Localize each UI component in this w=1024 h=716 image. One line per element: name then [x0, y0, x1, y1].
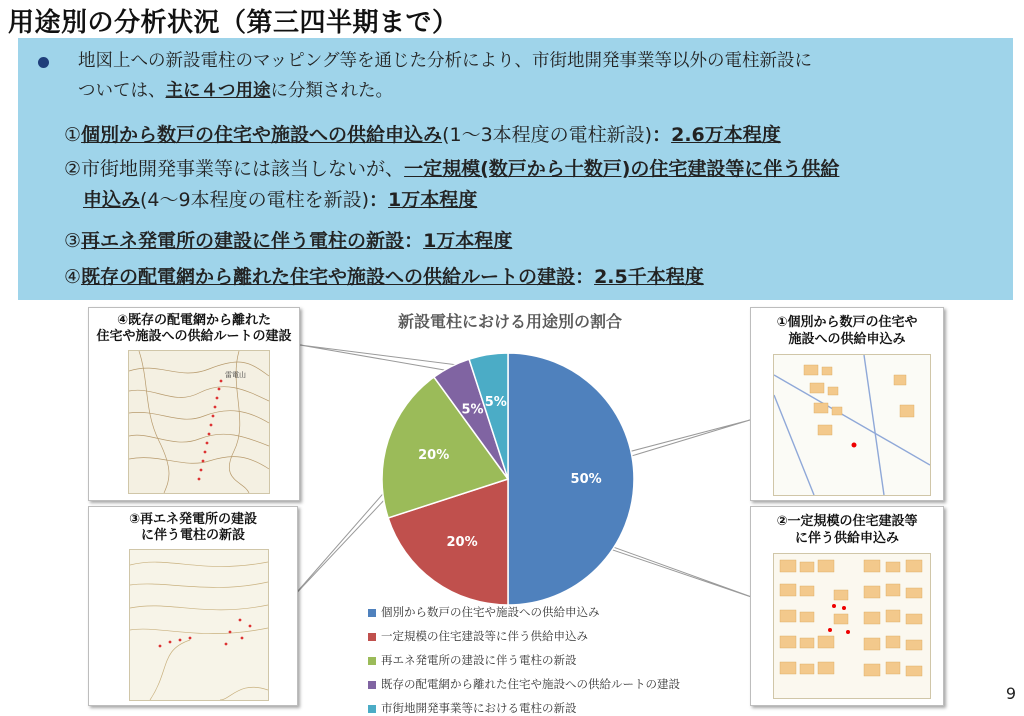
legend-swatch-2: [368, 633, 376, 641]
item4-value: 2.5千本程度: [594, 266, 704, 288]
map-label-raiden: 雷電山: [225, 371, 246, 379]
chart-title: 新設電柱における用途別の割合: [397, 312, 623, 331]
item1-value: 2.6万本程度: [671, 124, 781, 146]
intro-line-1: 地図上への新設電柱のマッピング等を通じた分析により、市街地開発事業等以外の電柱新設に: [78, 51, 812, 71]
panel-4-title-2: 住宅や施設への供給ルートの建設: [96, 329, 292, 344]
street-map-2: [773, 553, 931, 699]
legend-item-3: [368, 652, 577, 668]
panel-3-renewable: [88, 506, 298, 706]
legend-item-1: [368, 604, 600, 620]
legend-item-2: [368, 628, 588, 644]
panel-2-title-2: に伴う供給申込み: [794, 531, 899, 546]
panel-2-title-1: ②一定規模の住宅建設等: [776, 514, 918, 529]
use-item-2: ②市街地開発事業等には該当しないが、一定規模(数戸から十数戸)の住宅建設等に伴う供給 申込み(4～9本程度の電柱を新設)：1万本程度: [64, 158, 840, 211]
legend-item-4: [368, 676, 680, 692]
panel-2-housing-development: [750, 506, 944, 706]
topographic-map-3: [129, 549, 269, 701]
item2-value: 1万本程度: [388, 189, 478, 211]
use-item-1: ①個別から数戸の住宅や施設への供給申込み(1～3本程度の電柱新設)：2.6万本程度: [64, 124, 781, 146]
pie-label-3: 20%: [418, 447, 450, 463]
legend-text-2: 一定規模の住宅建設等に伴う供給申込み: [381, 629, 588, 643]
intro-line-2: ついては、主に４つ用途に分類された。: [78, 81, 393, 101]
use-item-3: ③再エネ発電所の建設に伴う電柱の新設：1万本程度: [64, 230, 513, 252]
use-item-4: ④既存の配電網から離れた住宅や施設への供給ルートの建設：2.5千本程度: [64, 266, 704, 288]
panel-4-route-construction: [88, 307, 300, 501]
four-uses-emphasis: 主に４つ用途: [165, 81, 271, 101]
legend-text-1: 個別から数戸の住宅や施設への供給申込み: [381, 605, 600, 619]
legend-swatch-3: [368, 657, 376, 665]
panel-3-title-2: に伴う電柱の新設: [140, 528, 245, 543]
item3-value: 1万本程度: [423, 230, 513, 252]
legend-text-4: 既存の配電網から離れた住宅や施設への供給ルートの建設: [381, 677, 680, 691]
pie-label-1: 50%: [570, 472, 602, 487]
topographic-map-4: [128, 350, 270, 494]
pie-label-4: 5%: [461, 402, 484, 418]
pie-label-2: 20%: [446, 535, 478, 551]
page-number: 9: [1005, 684, 1016, 703]
legend-text-3: 再エネ発電所の建設に伴う電柱の新設: [381, 653, 577, 667]
page-title: 用途別の分析状況（第三四半期まで）: [8, 8, 459, 38]
street-map-1: [773, 354, 931, 496]
panel-1-individual-supply: [750, 307, 944, 501]
legend-swatch-1: [368, 609, 376, 617]
panel-1-title-2: 施設への供給申込み: [788, 332, 906, 347]
legend-swatch-4: [368, 681, 376, 689]
panel-3-title-1: ③再エネ発電所の建設: [128, 512, 257, 527]
panel-4-title-1: ④既存の配電網から離れた: [116, 313, 271, 328]
pie-label-5: 5%: [484, 394, 507, 410]
pie-chart: [330, 305, 750, 605]
legend-text-5: 市街地開発事業等における電柱の新設: [381, 701, 577, 715]
legend-item-5: [368, 700, 577, 716]
panel-1-title-1: ①個別から数戸の住宅や: [776, 315, 918, 330]
